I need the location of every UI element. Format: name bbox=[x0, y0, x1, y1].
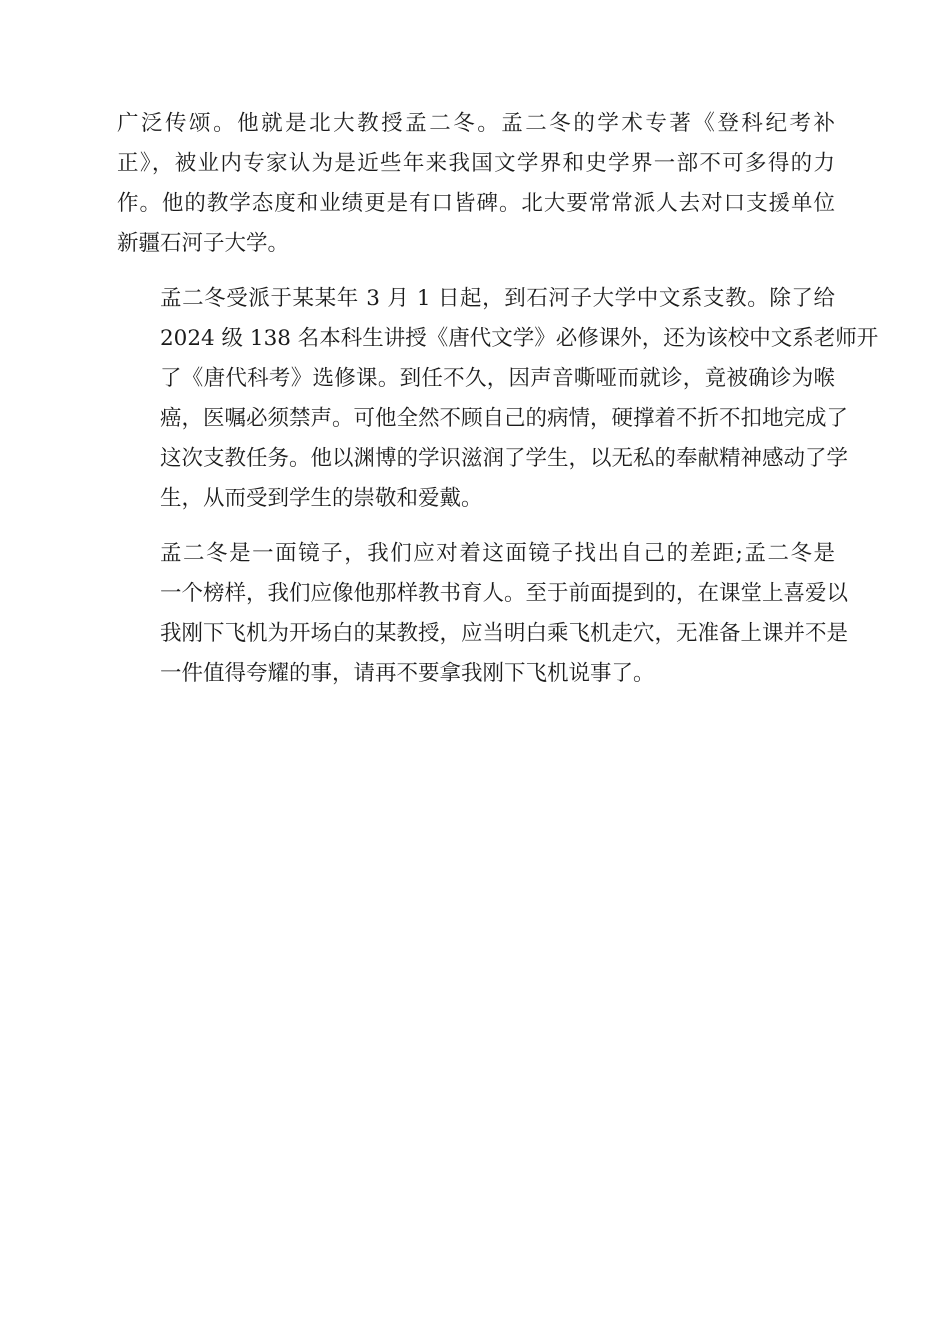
paragraph-3 bbox=[117, 534, 849, 694]
text-line: 一件值得夸耀的事，请再不要拿我刚下飞机说事了。 bbox=[160, 661, 655, 686]
text-line: 一个榜样，我们应像他那样教书育人。至于前面提到的，在课堂上喜爱以 bbox=[160, 581, 849, 606]
text-line: 我刚下飞机为开场白的某教授，应当明白乘飞机走穴，无准备上课并不是 bbox=[160, 621, 849, 646]
text-line: 正》，被业内专家认为是近些年来我国文学界和史学界一部不可多得的力 bbox=[117, 151, 835, 176]
document-body bbox=[117, 104, 879, 709]
text-line: 2024 级 138 名本科生讲授《唐代文学》必修课外，还为该校中文系老师开 bbox=[160, 326, 879, 351]
text-line: 生，从而受到学生的崇敬和爱戴。 bbox=[160, 486, 483, 511]
paragraph-2 bbox=[117, 279, 879, 519]
paragraph-1 bbox=[117, 104, 835, 264]
text-line: 这次支教任务。他以渊博的学识滋润了学生，以无私的奉献精神感动了学 bbox=[160, 446, 849, 471]
text-line: 孟二冬受派于某某年 3 月 1 日起，到石河子大学中文系支教。除了给 bbox=[160, 286, 835, 311]
text-line: 新疆石河子大学。 bbox=[117, 231, 290, 256]
text-line: 了《唐代科考》选修课。到任不久，因声音嘶哑而就诊，竟被确诊为喉 bbox=[160, 366, 835, 391]
text-line: 孟二冬是一面镜子，我们应对着这面镜子找出自己的差距;孟二冬是 bbox=[160, 541, 835, 566]
text-line: 作。他的教学态度和业绩更是有口皆碑。北大要常常派人去对口支援单位 bbox=[117, 191, 835, 216]
text-line: 广泛传颂。他就是北大教授孟二冬。孟二冬的学术专著《登科纪考补 bbox=[117, 111, 835, 136]
text-line: 癌，医嘱必须禁声。可他全然不顾自己的病情，硬撑着不折不扣地完成了 bbox=[160, 406, 849, 431]
